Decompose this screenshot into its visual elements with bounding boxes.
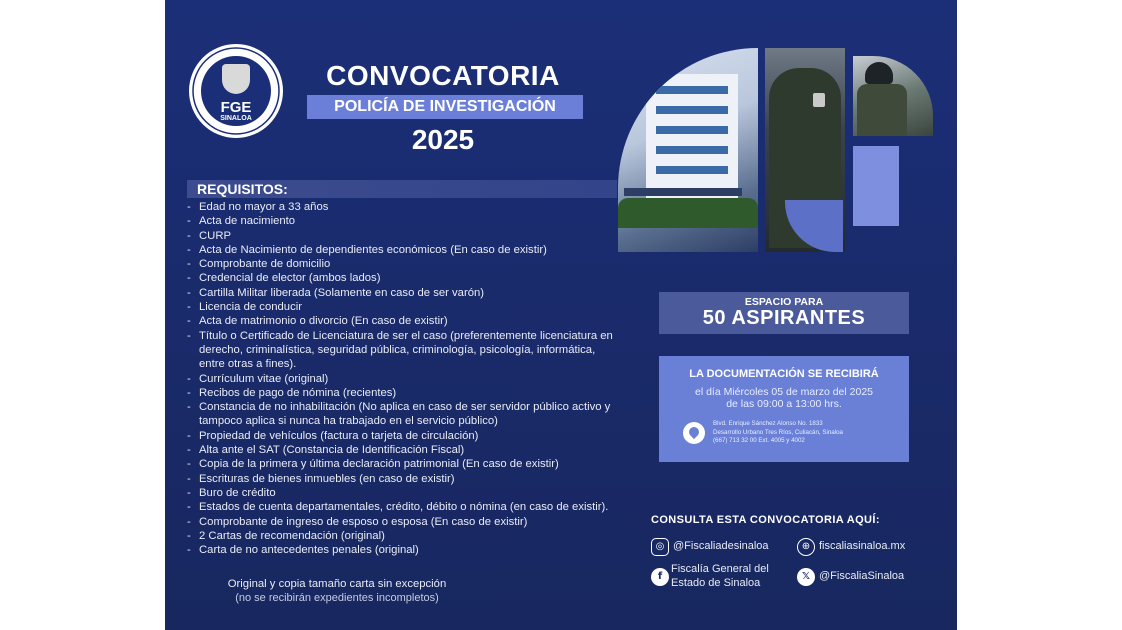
helmet-icon bbox=[865, 62, 893, 84]
requirement-item: - Alta ante el SAT (Constancia de Identificación Fiscal) bbox=[187, 443, 619, 457]
tactical-agent-photo bbox=[853, 56, 933, 136]
location-pin-icon bbox=[683, 422, 705, 444]
requirement-item: - Buro de crédito bbox=[187, 486, 619, 500]
requirement-item: - Copia de la primera y última declaración patrimonial (En caso de existir) bbox=[187, 457, 619, 471]
requirement-item: - 2 Cartas de recomendación (original) bbox=[187, 529, 619, 543]
tactical-figure bbox=[857, 84, 907, 136]
fge-logo bbox=[189, 44, 283, 138]
requirements-footer: Original y copia tamaño carta sin excepción bbox=[227, 578, 447, 590]
requirement-item: - Estados de cuenta departamentales, crédito, débito o nómina (en caso de existir). bbox=[187, 500, 619, 514]
requirement-item: - Comprobante de domicilio bbox=[187, 257, 619, 271]
facebook-name-line2[interactable]: Estado de Sinaloa bbox=[671, 577, 761, 589]
facebook-icon[interactable]: f bbox=[651, 568, 669, 586]
globe-icon[interactable]: ⊕ bbox=[797, 538, 815, 556]
requirement-item: - Licencia de conducir bbox=[187, 300, 619, 314]
requirements-note: (no se recibirán expedientes incompletos) bbox=[235, 592, 439, 604]
documents-heading: LA DOCUMENTACIÓN SE RECIBIRÁ bbox=[689, 368, 879, 380]
decorative-bar bbox=[853, 146, 899, 226]
documents-date: el día Miércoles 05 de marzo del 2025 bbox=[694, 386, 874, 398]
spaces-value: 50 ASPIRANTES bbox=[702, 307, 866, 329]
building-photo bbox=[618, 48, 758, 252]
requirements-list bbox=[187, 200, 619, 557]
x-handle[interactable]: @FiscaliaSinaloa bbox=[819, 570, 905, 582]
poster bbox=[165, 0, 957, 630]
requirement-item: - Cartilla Militar liberada (Solamente en caso de ser varón) bbox=[187, 286, 619, 300]
spaces-box bbox=[659, 292, 909, 334]
address-phone: (667) 713 32 00 Ext. 4005 y 4002 bbox=[713, 437, 805, 444]
requirement-item: - Carta de no antecedentes penales (original) bbox=[187, 543, 619, 557]
requirement-item: - Edad no mayor a 33 años bbox=[187, 200, 619, 214]
documents-time: de las 09:00 a 13:00 hrs. bbox=[726, 398, 842, 410]
shield-icon bbox=[222, 64, 250, 94]
requirement-item: - Acta de matrimonio o divorcio (En caso de existir) bbox=[187, 314, 619, 328]
requirement-item: - Acta de nacimiento bbox=[187, 214, 619, 228]
badge-icon bbox=[813, 93, 825, 107]
documents-box bbox=[659, 356, 909, 462]
logo-fge-text: FGE bbox=[220, 99, 252, 116]
website-link[interactable]: fiscaliasinaloa.mx bbox=[819, 540, 906, 552]
spaces-label: ESPACIO PARA bbox=[744, 296, 824, 308]
facebook-name-line1[interactable]: Fiscalía General del bbox=[671, 563, 769, 575]
requirement-item: - Acta de Nacimiento de dependientes económicos (En caso de existir) bbox=[187, 243, 619, 257]
requirement-item: - Currículum vitae (original) bbox=[187, 372, 619, 386]
building-sign bbox=[624, 188, 742, 196]
address-line-2: Desarrollo Urbano Tres Ríos, Culiacán, Sinaloa bbox=[713, 428, 843, 436]
requirement-item: - CURP bbox=[187, 229, 619, 243]
requirement-item: - Constancia de no inhabilitación (No aplica en caso de ser servidor público activo y tampoco aplica si nunca ha trabajado en el servicio público) bbox=[187, 400, 619, 429]
address-line-1: Blvd. Enrique Sánchez Alonso No. 1833 bbox=[713, 420, 823, 427]
requirement-item: - Credencial de elector (ambos lados) bbox=[187, 271, 619, 285]
x-icon[interactable]: 𝕏 bbox=[797, 568, 815, 586]
requirement-item: - Recibos de pago de nómina (recientes) bbox=[187, 386, 619, 400]
trees bbox=[618, 198, 758, 228]
instagram-icon[interactable]: ◎ bbox=[651, 538, 669, 556]
requirement-item: - Escrituras de bienes inmuebles (en caso de existir) bbox=[187, 472, 619, 486]
title-convocatoria: CONVOCATORIA bbox=[326, 60, 560, 91]
requirements-heading: REQUISITOS: bbox=[187, 180, 617, 198]
requirement-item: - Comprobante de ingreso de esposo o esposa (En caso de existir) bbox=[187, 515, 619, 529]
title-policia: POLICÍA DE INVESTIGACIÓN bbox=[307, 95, 583, 119]
instagram-handle[interactable]: @Fiscaliadesinaloa bbox=[673, 540, 769, 552]
requirement-item: - Propiedad de vehículos (factura o tarjeta de circulación) bbox=[187, 429, 619, 443]
title-year: 2025 bbox=[411, 124, 475, 155]
requirement-item: - Título o Certificado de Licenciatura de ser el caso (preferentemente licenciatura en derecho, criminalística, seguridad pública, criminología, psicología, informática, entre otras a fines). bbox=[187, 329, 619, 372]
logo-sinaloa-text: SINALOA bbox=[220, 115, 252, 122]
consulta-heading: CONSULTA ESTA CONVOCATORIA AQUÍ: bbox=[651, 514, 880, 526]
